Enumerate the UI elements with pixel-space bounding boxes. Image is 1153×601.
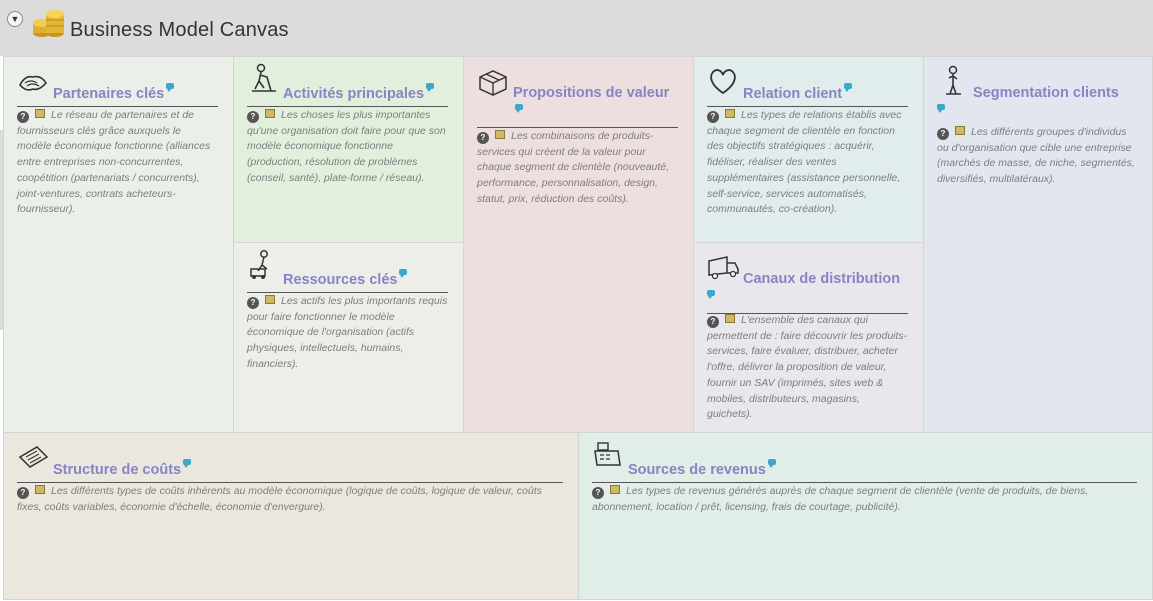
block-costs — [3, 432, 579, 600]
block-title-text: Relation client — [743, 86, 843, 102]
block-channels — [693, 242, 924, 433]
block-segments — [923, 56, 1153, 433]
block-description-text: Les combinaisons de produits-services qui créent de la valeur pour chaque segment de clientèle (nouveauté, performance, personnalisation, design, statut, prix, réduction des coûts). — [477, 130, 670, 205]
page-header — [0, 0, 1153, 56]
note-icon[interactable] — [35, 485, 45, 494]
block-title-text: Sources de revenus — [628, 462, 766, 478]
comment-bubble-icon[interactable] — [183, 459, 191, 465]
block-description — [247, 294, 448, 373]
note-icon[interactable] — [265, 109, 275, 118]
block-title — [937, 83, 1137, 127]
block-description — [707, 108, 908, 218]
block-title — [17, 83, 218, 107]
block-title — [17, 459, 563, 483]
block-description — [477, 129, 678, 208]
block-description-text: L'ensemble des canaux qui permettent de : faire découvrir les produits-services, faire évaluer, distribuer, acheter l'offre, délivrer la proposition de valeur, fournir un SAV (imprimés, sites web & mobiles, distributeurs, magasins, guichets). — [707, 314, 908, 421]
note-icon[interactable] — [495, 130, 505, 139]
note-icon[interactable] — [725, 109, 735, 118]
block-title — [477, 83, 678, 128]
block-description-text: Les différents types de coûts inhérents au modèle économique (logique de coûts, logique de valeur, coûts fixes, coûts variables, économie d'échelle, économie d'envergure). — [17, 485, 542, 513]
block-title — [707, 83, 908, 107]
comment-bubble-icon[interactable] — [707, 290, 715, 296]
block-description-text: Les types de relations établis avec chaque segment de clientèle en fonction des objectifs stratégiques : acquérir, fidéliser, réaliser des ventes supplémentaires (assistance personnelle, self-service, services automatisés, communautés, co-création). — [707, 109, 902, 216]
help-icon[interactable]: ? — [17, 111, 29, 123]
block-activities — [233, 56, 464, 243]
help-icon[interactable]: ? — [17, 487, 29, 499]
block-title — [707, 269, 908, 314]
help-icon[interactable]: ? — [247, 111, 259, 123]
block-description — [592, 484, 1137, 515]
help-icon[interactable]: ? — [477, 132, 489, 144]
block-resources — [233, 242, 464, 433]
block-title-text: Propositions de valeur — [513, 85, 670, 101]
help-icon[interactable]: ? — [247, 297, 259, 309]
comment-bubble-icon[interactable] — [768, 459, 776, 465]
block-relation — [693, 56, 924, 243]
block-title-text: Ressources clés — [283, 272, 398, 288]
help-icon[interactable]: ? — [937, 128, 949, 140]
block-description — [17, 484, 563, 515]
block-description — [17, 108, 218, 218]
note-icon[interactable] — [610, 485, 620, 494]
note-icon[interactable] — [955, 126, 965, 135]
block-description-text: Les types de revenus générés auprès de chaque segment de clientèle (vente de produits, de biens, abonnement, location / prêt, licensing, frais de courtage, publicité). — [592, 485, 1089, 513]
block-description-text: Les actifs les plus importants requis pour faire fonctionner le modèle économique de l'organisation (actifs physiques, intellectuels, humains, financiers). — [247, 295, 448, 370]
chevron-down-icon[interactable]: ▼ — [7, 11, 23, 27]
comment-bubble-icon[interactable] — [399, 269, 407, 275]
block-description — [707, 313, 908, 423]
block-title-text: Canaux de distribution — [743, 271, 901, 287]
comment-bubble-icon[interactable] — [937, 104, 945, 110]
note-icon[interactable] — [725, 314, 735, 323]
block-value — [463, 56, 694, 433]
comment-bubble-icon[interactable] — [426, 83, 434, 89]
block-title — [592, 459, 1137, 483]
block-title-text: Activités principales — [283, 86, 425, 102]
block-title-text: Partenaires clés — [53, 86, 165, 102]
block-title — [247, 83, 448, 107]
block-description — [937, 125, 1137, 188]
comment-bubble-icon[interactable] — [515, 104, 523, 110]
block-description-text: Le réseau de partenaires et de fournisseurs clés grâce auxquels le modèle économique fonctionne (alliances entre entreprises non-concurrentes, coopétition (partenariats / concurrents), joint-ventures, contrats acheteurs-fournisseur). — [17, 109, 211, 216]
note-icon[interactable] — [265, 295, 275, 304]
block-title-text: Structure de coûts — [53, 462, 182, 478]
coins-icon — [32, 6, 66, 40]
block-title-text: Segmentation clients — [973, 85, 1119, 101]
block-description-text: Les différents groupes d'individus ou d'organisation que cible une entreprise (marchés de masse, de niche, segmentés, diversifiés, multilatéraux). — [937, 126, 1135, 186]
help-icon[interactable]: ? — [707, 111, 719, 123]
block-revenue — [578, 432, 1153, 600]
comment-bubble-icon[interactable] — [844, 83, 852, 89]
note-icon[interactable] — [35, 109, 45, 118]
block-description-text: Les choses les plus importantes qu'une organisation doit faire pour que son modèle économique fonctionne (production, résolution de problèmes (conseil, santé), plate-forme / réseau). — [247, 109, 446, 184]
comment-bubble-icon[interactable] — [166, 83, 174, 89]
block-description — [247, 108, 448, 187]
block-partners — [3, 56, 234, 433]
page-title: Business Model Canvas — [70, 19, 289, 41]
help-icon[interactable]: ? — [707, 316, 719, 328]
block-title — [247, 269, 448, 293]
help-icon[interactable]: ? — [592, 487, 604, 499]
